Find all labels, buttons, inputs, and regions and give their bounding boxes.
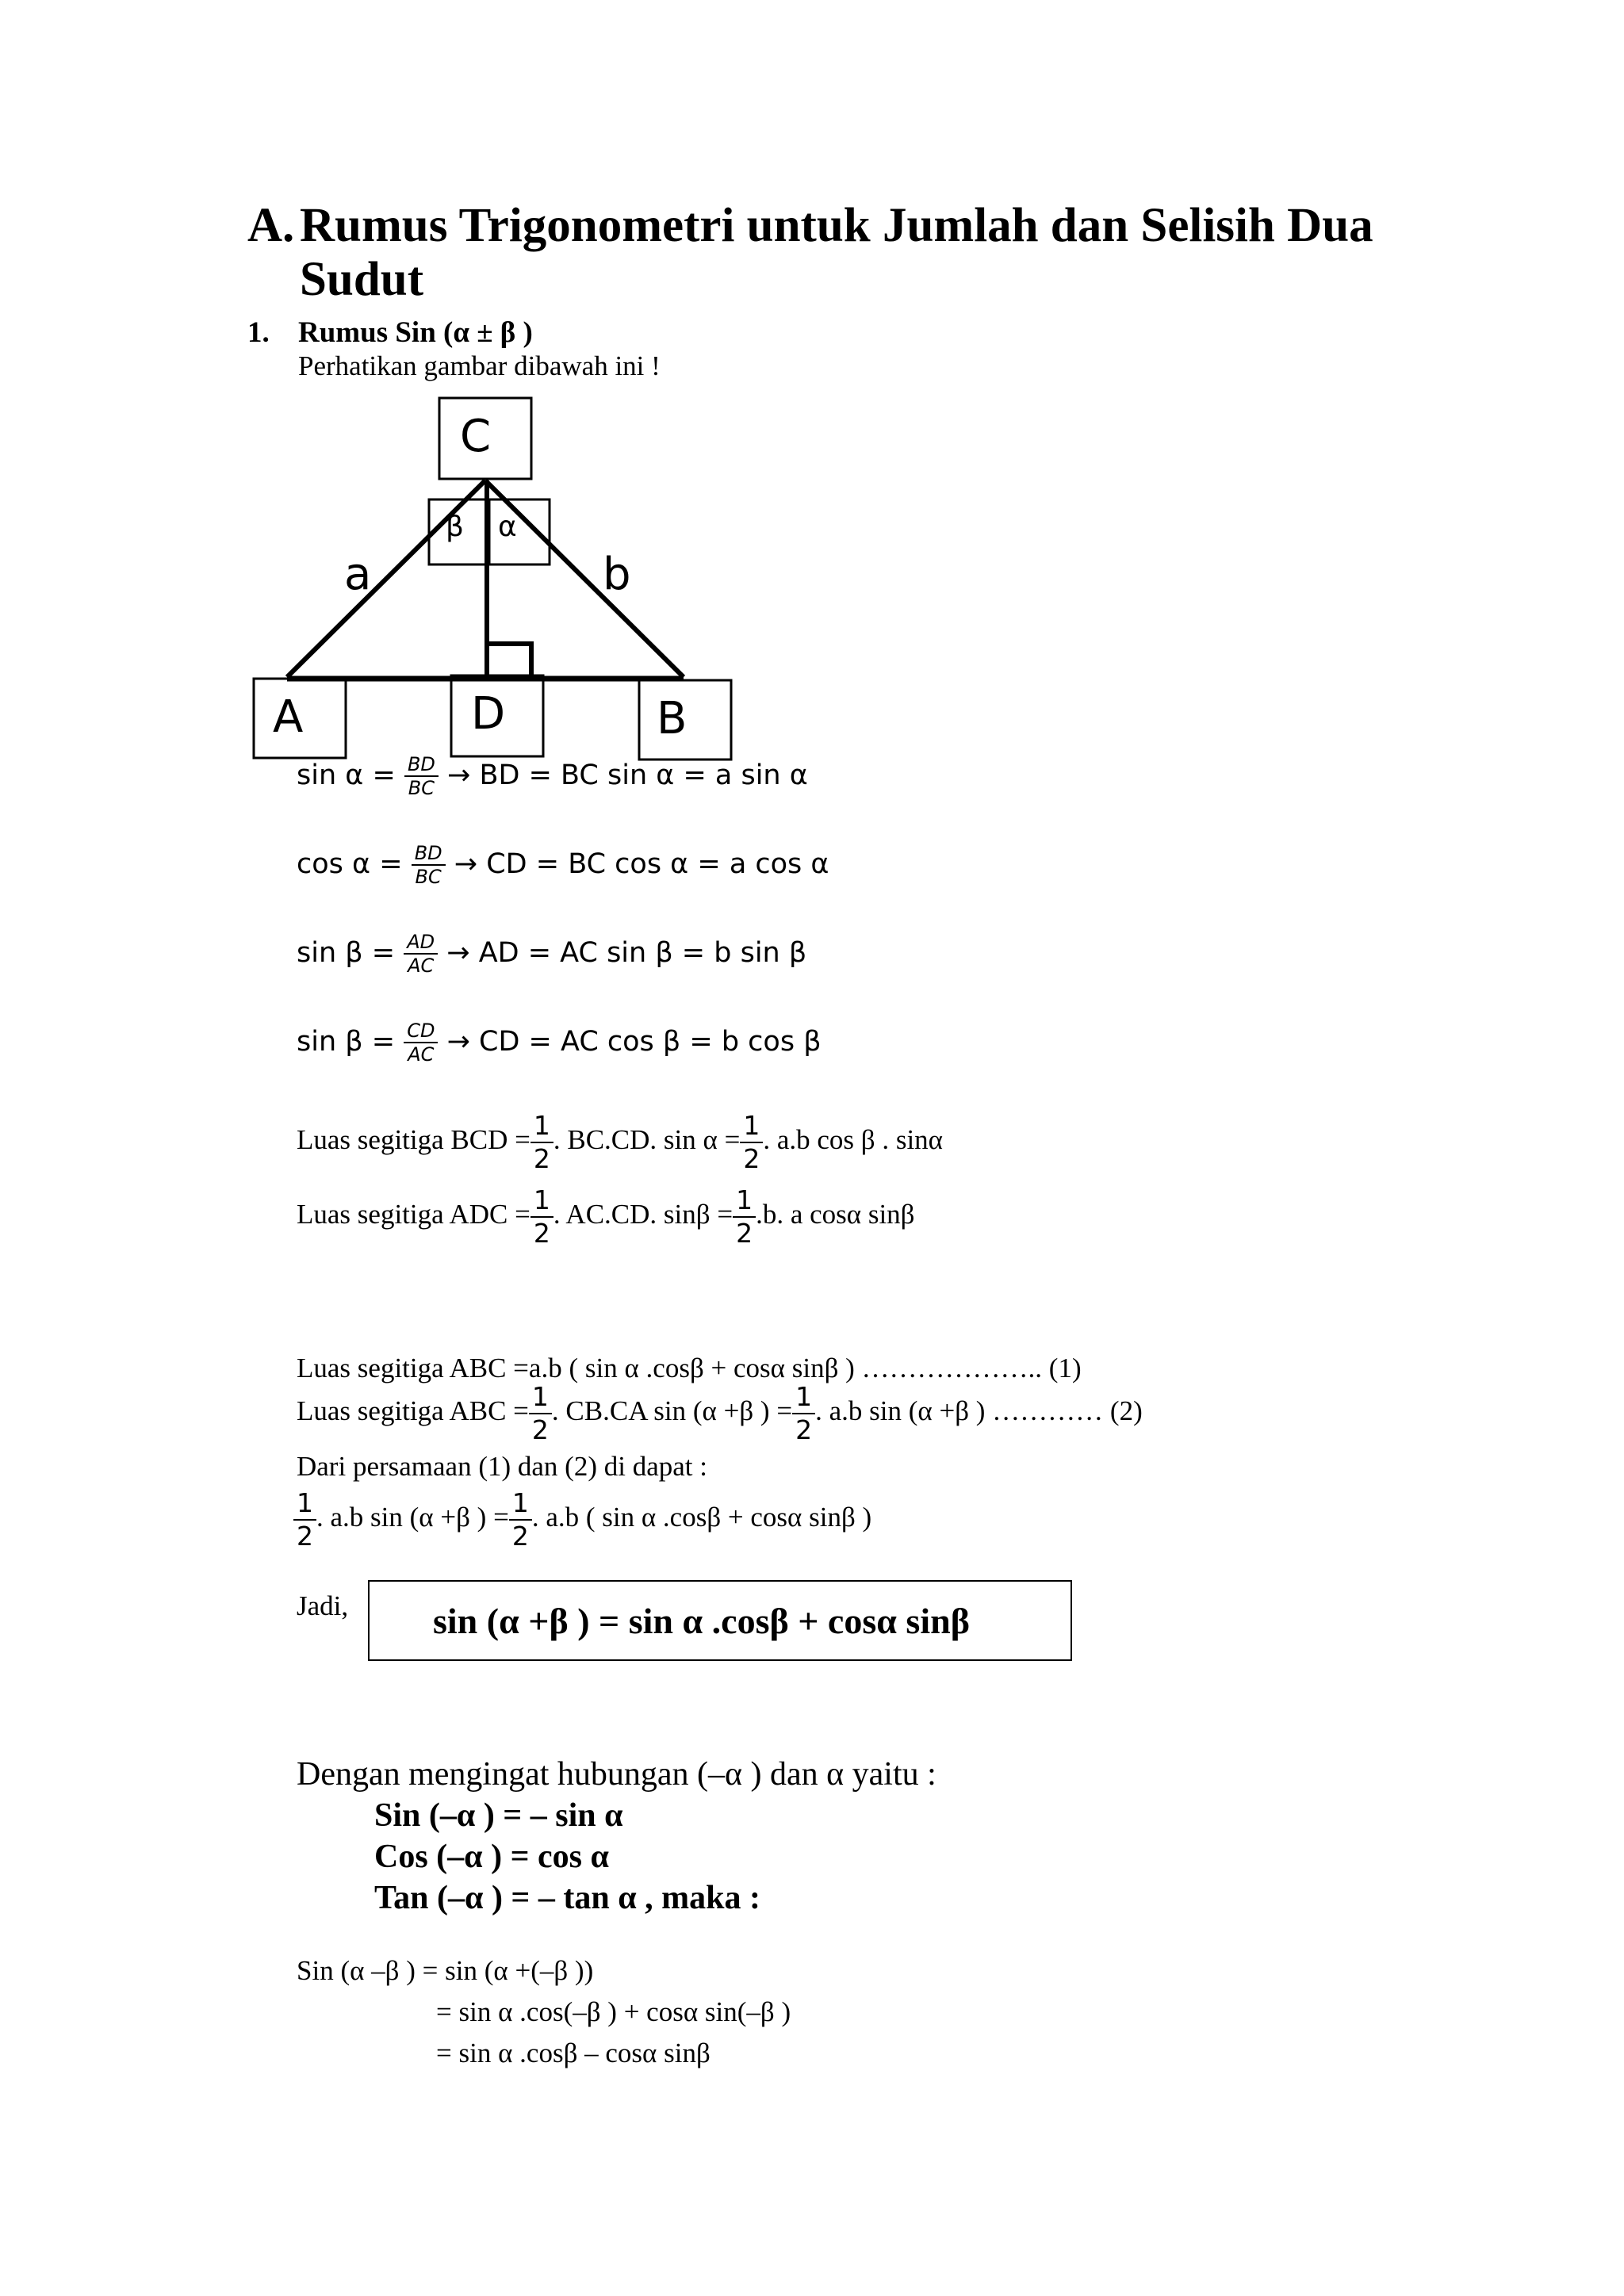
section-title: Rumus Sin (α ± β ) <box>298 316 533 349</box>
fraction-denominator: BC <box>415 866 442 888</box>
from-equations-text: Dari persamaan (1) dan (2) di dapat : <box>297 1451 707 1482</box>
vertex-a-label: A <box>273 691 304 743</box>
right-angle-marker <box>487 644 531 679</box>
area-adc-prefix: Luas segitiga ADC = <box>297 1199 530 1230</box>
equation-right: → AD = AC sin β = b sin β <box>446 937 807 969</box>
derivation-line-2: = sin α .cos(–β ) + cosα sin(–β ) <box>436 1996 791 2027</box>
equation-row <box>297 931 806 977</box>
half-fraction: $\frac{1}{2}$ <box>792 1381 815 1446</box>
equation-left: sin β = <box>297 1026 396 1058</box>
result-formula: sin (α +β ) = sin α .cosβ + cosα sinβ <box>433 1600 970 1641</box>
equation-left: sin α = <box>297 760 396 791</box>
fraction-numerator: AD <box>407 931 435 953</box>
equation-row <box>297 753 808 799</box>
area-bcd-mid: . BC.CD. sin α = <box>553 1124 741 1156</box>
area-abc-line-2 <box>297 1381 1143 1446</box>
equation-left: cos α = <box>297 848 403 880</box>
side-a-label: a <box>344 549 372 600</box>
angle-alpha-label: α <box>498 511 517 543</box>
half-fraction: $\frac{1}{2}$ <box>529 1381 552 1446</box>
relation-sin: Sin (–α ) = – sin α <box>374 1797 623 1834</box>
heading-line1: Rumus Trigonometri untuk Jumlah dan Selisih Dua <box>300 199 1373 252</box>
area-bcd-prefix: Luas segitiga BCD = <box>297 1124 530 1156</box>
area-abc2-suffix: . a.b sin (α +β ) ………… (2) <box>815 1395 1143 1427</box>
half-fraction: $\frac{1}{2}$ <box>530 1110 553 1175</box>
area-abc-equation-1: Luas segitiga ABC =a.b ( sin α .cosβ + cosα sinβ ) ……………….. (1) <box>297 1353 1082 1383</box>
relation-tan: Tan (–α ) = – tan α , maka : <box>374 1880 760 1916</box>
fraction <box>404 1020 438 1066</box>
area-bcd-line <box>297 1110 943 1175</box>
equation-right: → BD = BC sin α = a sin α <box>447 760 808 791</box>
fraction <box>404 753 439 799</box>
fraction-denominator: AC <box>408 1043 435 1066</box>
heading-number: A. <box>247 199 295 252</box>
combined-equation-line <box>293 1487 871 1552</box>
side-b-label: b <box>603 549 631 600</box>
equation-left: sin β = <box>297 937 396 969</box>
angle-beta-label: β <box>446 511 464 543</box>
fraction <box>412 842 446 888</box>
area-adc-suffix: .b. a cosα sinβ <box>756 1199 915 1230</box>
fraction-numerator: CD <box>407 1020 435 1042</box>
vertex-d-label: D <box>471 688 506 740</box>
fraction-denominator: AC <box>408 955 435 977</box>
result-formula-box <box>368 1580 1072 1661</box>
equation-right: → CD = AC cos β = b cos β <box>446 1026 822 1058</box>
equation-right: → CD = BC cos α = a cos α <box>454 848 829 880</box>
half-fraction: $\frac{1}{2}$ <box>293 1487 316 1552</box>
combined-mid: . a.b sin (α +β ) = <box>316 1502 509 1533</box>
area-abc2-prefix: Luas segitiga ABC = <box>297 1395 529 1427</box>
relation-cos: Cos (–α ) = cos α <box>374 1839 609 1875</box>
heading-line2: Sudut <box>300 253 424 306</box>
section-instruction: Perhatikan gambar dibawah ini ! <box>298 350 661 381</box>
fraction-numerator: BD <box>407 753 435 775</box>
equation-row <box>297 842 829 888</box>
section-number: 1. <box>247 316 270 349</box>
fraction <box>404 931 438 977</box>
vertex-b-label: B <box>657 693 688 744</box>
area-adc-line <box>297 1184 915 1249</box>
fraction-denominator: BC <box>408 777 435 799</box>
area-bcd-suffix: . a.b cos β . sinα <box>763 1124 944 1156</box>
area-abc2-mid: . CB.CA sin (α +β ) = <box>551 1395 793 1427</box>
area-adc-mid: . AC.CD. sinβ = <box>553 1199 733 1230</box>
half-fraction: $\frac{1}{2}$ <box>530 1184 553 1249</box>
combined-suffix: . a.b ( sin α .cosβ + cosα sinβ ) <box>531 1502 872 1533</box>
half-fraction: $\frac{1}{2}$ <box>733 1184 756 1249</box>
fraction-numerator: BD <box>414 842 442 864</box>
vertex-c-label: C <box>460 411 492 462</box>
half-fraction: $\frac{1}{2}$ <box>740 1110 763 1175</box>
relations-intro: Dengan mengingat hubungan (–α ) dan α yaitu : <box>297 1756 936 1793</box>
half-fraction: $\frac{1}{2}$ <box>509 1487 532 1552</box>
derivation-line-1: Sin (α –β ) = sin (α +(–β )) <box>297 1955 594 1986</box>
conclusion-label: Jadi, <box>297 1590 349 1621</box>
derivation-line-3: = sin α .cosβ – cosα sinβ <box>436 2038 710 2068</box>
triangle-diagram <box>0 0 1624 793</box>
equation-row <box>297 1020 822 1066</box>
